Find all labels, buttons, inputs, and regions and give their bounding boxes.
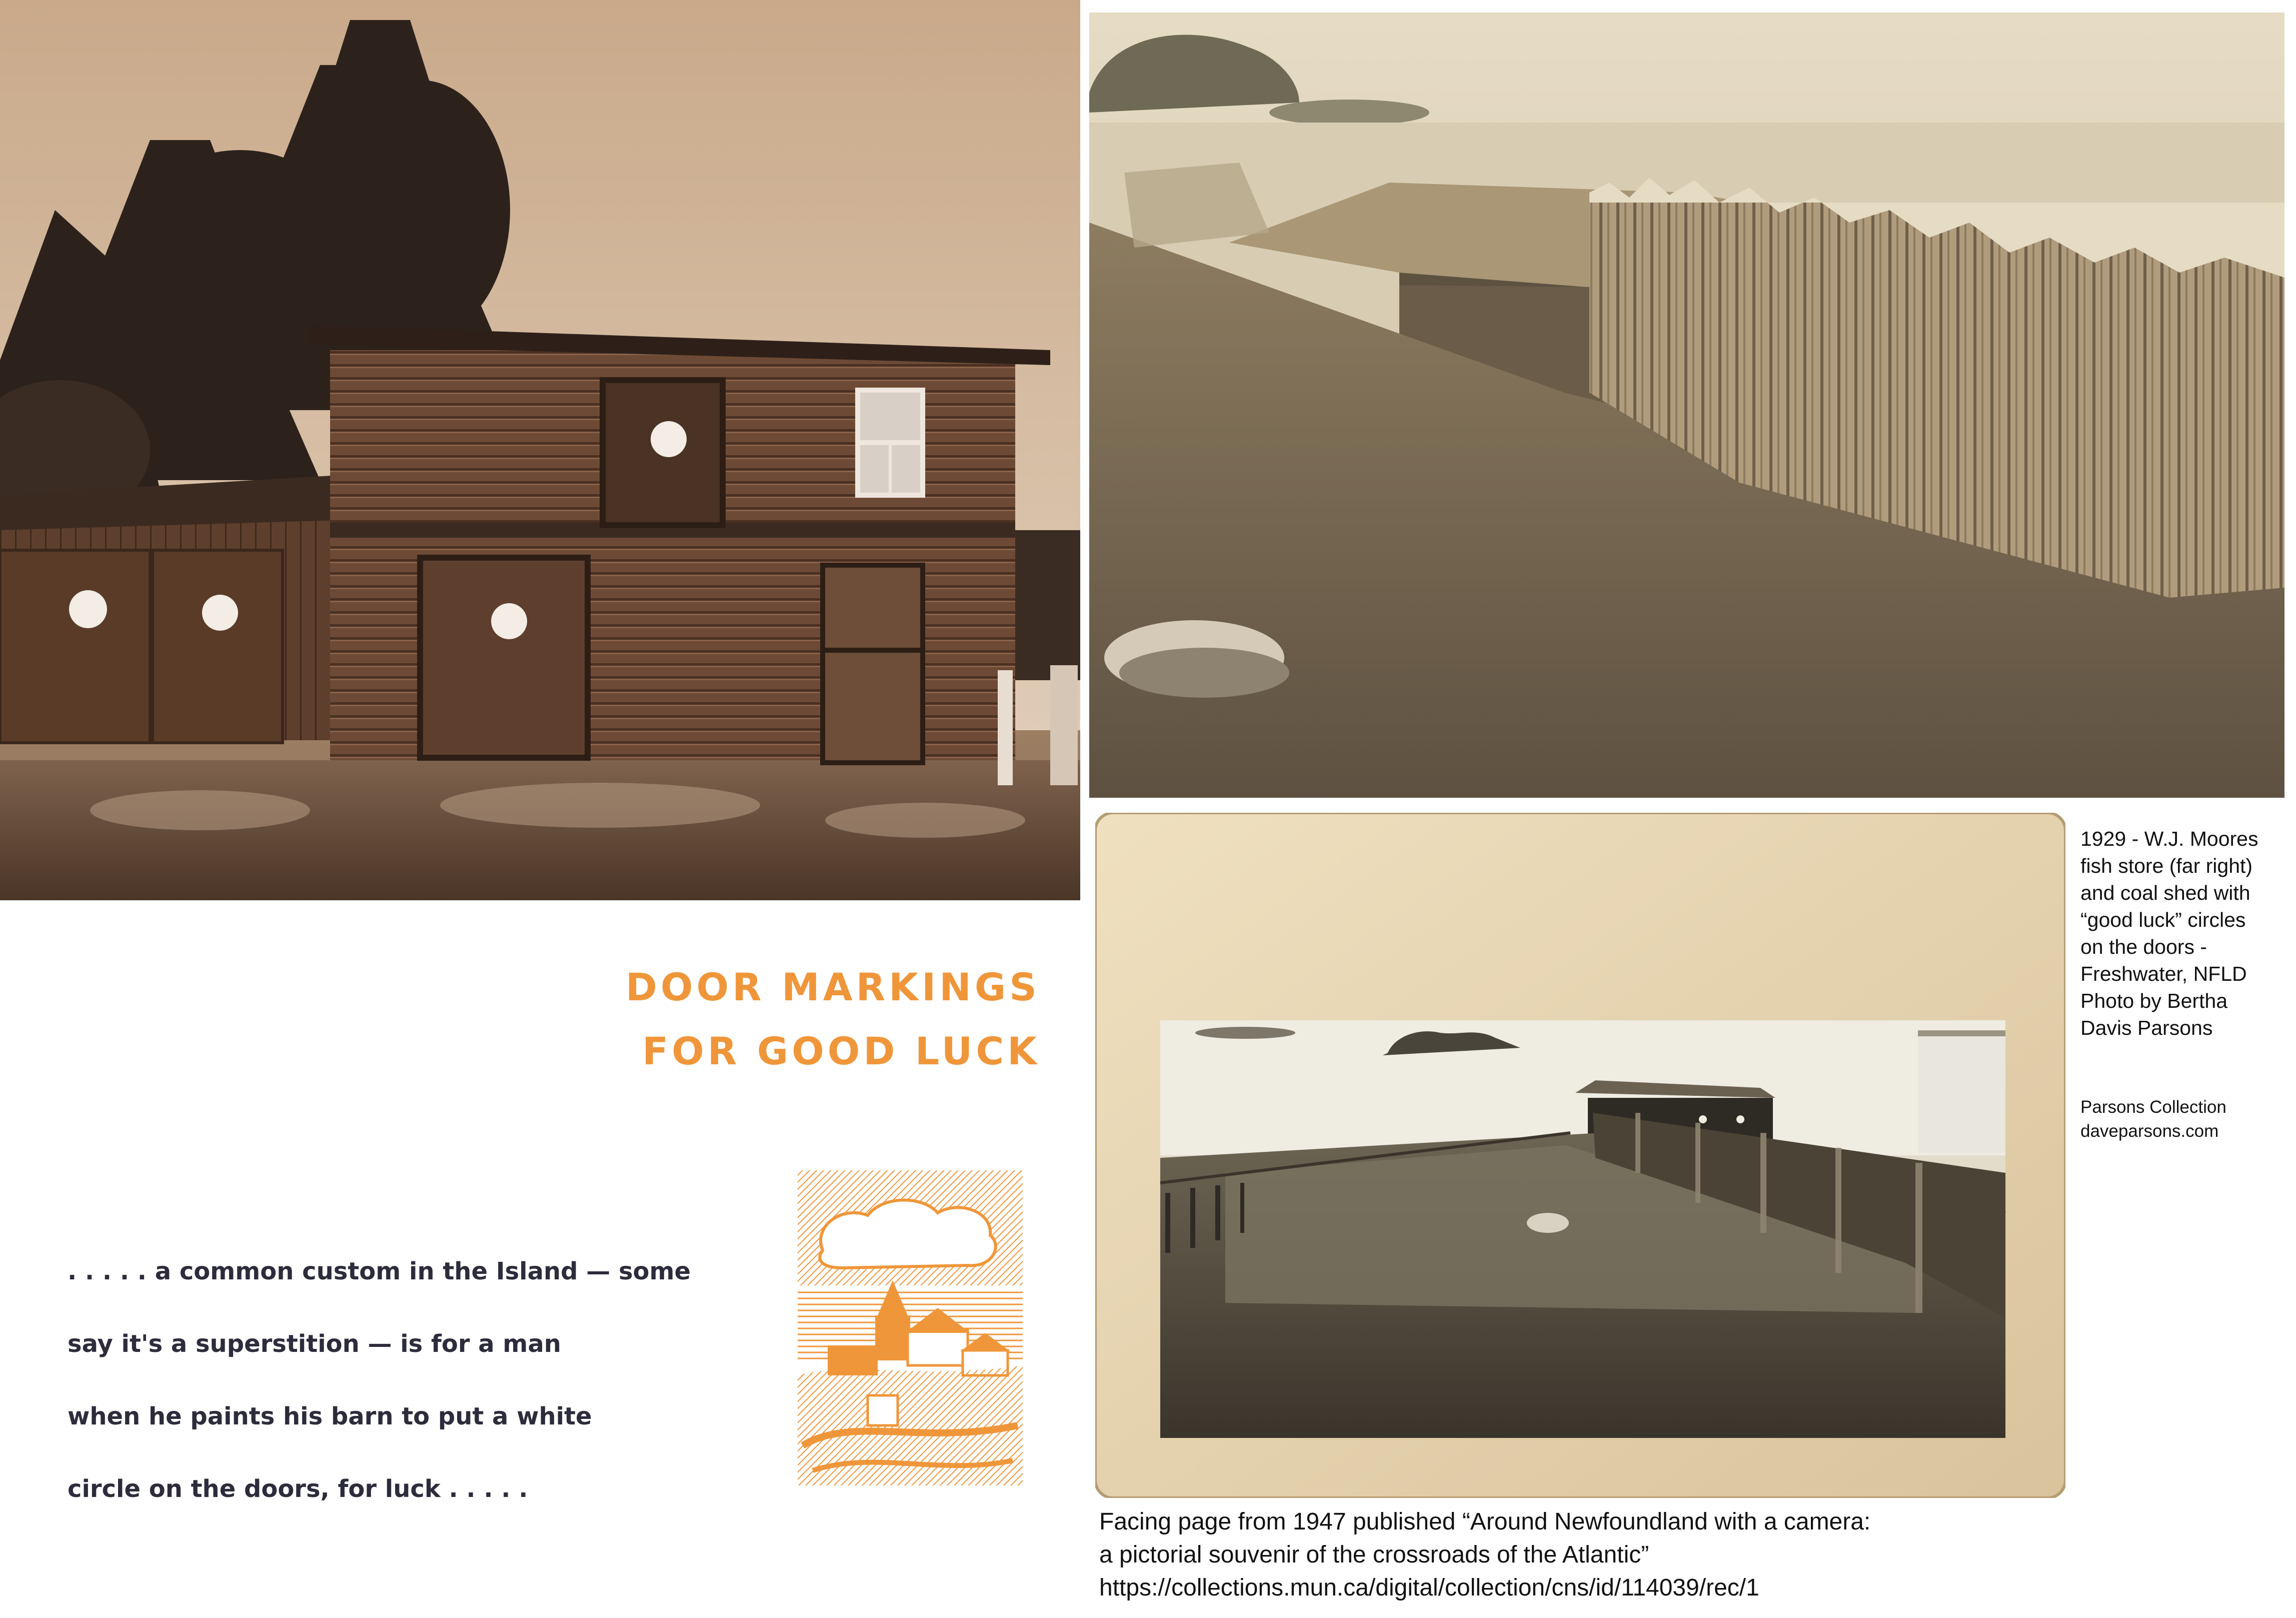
credit-line: daveparsons.com	[2080, 1121, 2219, 1141]
heading-line-2: FOR GOOD LUCK	[642, 1029, 1040, 1073]
credit-line: Parsons Collection	[2080, 1097, 2226, 1117]
caption-line: when he paints his barn to put a white	[68, 1402, 592, 1430]
photo-caption	[2080, 825, 2290, 1041]
source-line: Facing page from 1947 published “Around Newfoundland with a camera:	[1099, 1508, 1871, 1535]
caption-line: Freshwater, NFLD	[2080, 962, 2247, 985]
caption-line: and coal shed with	[2080, 881, 2250, 904]
book-caption	[68, 1235, 718, 1525]
caption-line: . . . . . a common custom in the Island — some	[68, 1257, 691, 1285]
collection-credit	[2080, 1095, 2290, 1143]
heading-line-1: DOOR MARKINGS	[625, 965, 1040, 1009]
source-caption	[1099, 1505, 2099, 1604]
caption-line: fish store (far right)	[2080, 854, 2253, 877]
village-vignette-illustration	[793, 1165, 1028, 1490]
page-heading	[565, 955, 1040, 1083]
vintage-postcard-photo	[1095, 813, 2065, 1498]
caption-line: circle on the doors, for luck . . . . .	[68, 1475, 528, 1503]
caption-line: Photo by Bertha	[2080, 989, 2228, 1012]
caption-line: 1929 - W.J. Moores	[2080, 827, 2258, 850]
shed-closeup-photo	[1089, 13, 2284, 798]
source-url: https://collections.mun.ca/digital/collection/cns/id/114039/rec/1	[1099, 1574, 1759, 1601]
source-line: a pictorial souvenir of the crossroads of the Atlantic”	[1099, 1541, 1649, 1568]
barn-photo	[0, 0, 1080, 900]
caption-line: on the doors -	[2080, 935, 2207, 958]
caption-line: Davis Parsons	[2080, 1016, 2213, 1039]
caption-line: say it's a superstition — is for a man	[68, 1330, 561, 1358]
caption-line: “good luck” circles	[2080, 908, 2246, 931]
